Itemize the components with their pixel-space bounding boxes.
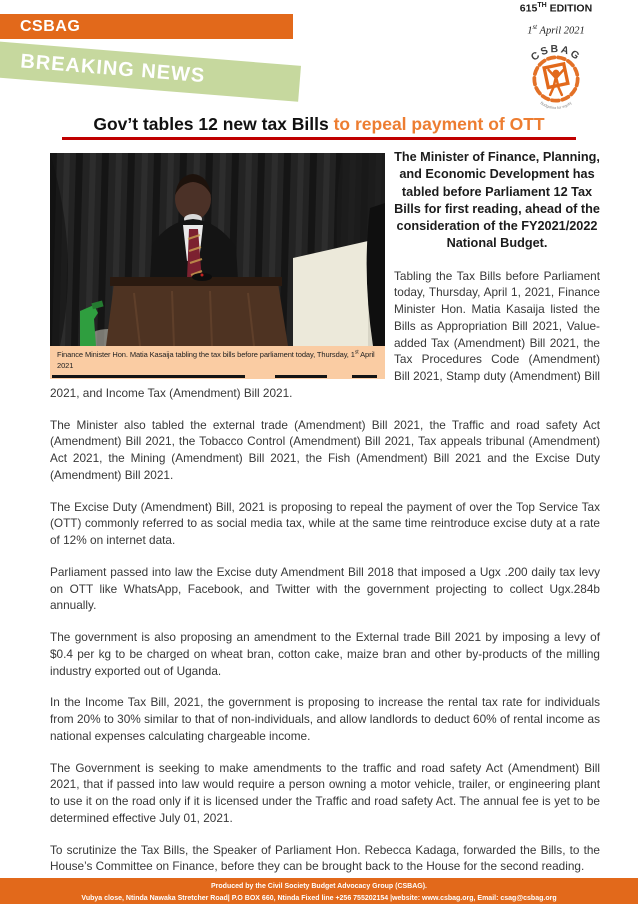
csbag-logo-icon: [513, 39, 599, 109]
date-ordinal: st: [532, 22, 538, 31]
minister-photo-block: [50, 153, 385, 379]
date-rest: April 2021: [537, 25, 585, 36]
edition-meta: [488, 2, 624, 114]
article-paragraph-4: Parliament passed into law the Excise duty Amendment Bill 2018 that imposed a Ugx .200 daily tax levy on OTT like WhatsApp, Facebook, and Twitter with the government projecting to collect Ugx.284b annually.: [50, 564, 600, 613]
csbag-logo: [488, 39, 624, 114]
article-paragraph-5: The government is also proposing an amendment to the External trade Bill 2021 by imposing a levy of $0.4 per kg to be charged on wheat bran, cotton cake, maize bran and other by-products of the milling industry exported out of Uganda.: [50, 630, 600, 678]
edition-num-text: 615: [519, 2, 538, 15]
edition-number: [488, 2, 624, 15]
minister-photo: [50, 153, 385, 346]
footer-produced-by: Produced by the Civil Society Budget Advocacy Group (CSBAG).: [211, 883, 427, 890]
page-footer: [0, 878, 638, 904]
caption-ordinal: st: [354, 349, 359, 356]
issue-date: [488, 23, 624, 37]
breaking-news-banner: [0, 41, 301, 102]
brand-banner: [0, 14, 293, 39]
article-headline: [0, 114, 638, 135]
article-paragraph-3: The Excise Duty (Amendment) Bill, 2021 is proposing to repeal the payment of over the Top Service Tax (OTT) commonly referred to as social media tax, while at the same time reintroduce excise duty at a rate of 12% on internet data.: [50, 499, 600, 548]
headline-lead: Gov’t tables 12 new tax Bills: [93, 114, 334, 134]
article-paragraph-8: To scrutinize the Tax Bills, the Speaker of Parliament Hon. Rebecca Kadaga, forwarded the Bills, to the House’s Committee on Finance, before they can be brought back to the House for the second reading.: [50, 842, 600, 874]
headline-accent: to repeal payment of OTT: [333, 114, 545, 134]
edition-word: EDITION: [546, 2, 593, 15]
brand-name: CSBAG: [20, 17, 81, 35]
article-intro: The Minister of Finance, Planning, and Economic Development has tabled before Parliament 12 Tax Bills for first reading, ahead of the consideration of the FY2021/2022 National Budget.: [394, 150, 600, 251]
edition-ordinal: TH: [537, 2, 547, 9]
article-paragraph-2: The Minister also tabled the external trade (Amendment) Bill 2021, the Traffic and road safety Act (Amendment) Bill 2021, the Tobacco Control (Amendment) Bill 2021, Tax appeals tribunal (Amendment) Act 2021, the Mining (Amendment) Bill 2021, the Fish (Amendment) Bill 2021 and the Excise Duty (Amendment) Bill 2021.: [50, 417, 600, 482]
redacted-segment: [352, 375, 377, 378]
article-paragraph-1: Tabling the Tax Bills before Parliament today, Thursday, April 1, 2021, Finance Minister Hon. Matia Kasaija listed the Bills as Appropriation Bill 2021, Value-added Tax (Amendment) Bill 2021, the Tax Procedures Code (Amendment) Bill 2021, Stamp duty (Amendment) Bill 2021, and Income Tax (Amendment) Bill 2021.: [50, 268, 600, 400]
svg-text:Budgeting for equity: Budgeting for equity: [539, 100, 573, 109]
photo-caption: [50, 346, 385, 373]
caption-main: Finance Minister Hon. Matia Kasaija tabling the tax bills before parliament today, Thursday, 1: [57, 350, 355, 359]
redacted-segment: [52, 375, 245, 378]
article-paragraph-6: In the Income Tax Bill, 2021, the government is proposing to increase the rental tax rate for individuals from 20% to 30% similar to that of non-individuals, and allow landlords to deduct 60% of rental income as national expenses calculating chargeable income.: [50, 695, 600, 743]
article-body: [0, 140, 638, 875]
redacted-line: [50, 373, 385, 379]
date-day: 1: [527, 25, 533, 36]
footer-contact-info: Vubya close, Ntinda Nawaka Stretcher Road| P.O BOX 660, Ntinda Fixed line +256 755202154 |website: www.csbag.org, Email: csag@csbag.org: [81, 894, 557, 902]
breaking-news-label: BREAKING NEWS: [19, 49, 207, 87]
article-paragraph-7: The Government is seeking to make amendments to the traffic and road safety Act (Amendment) Bill 2021, that if passed into law would require a person owning a motor vehicle, trailer, or engineering plant to use it on the road only if it is licensed under the Traffic and road safety Act. The annual fee is yet to be determined effective July 01, 2021.: [50, 760, 600, 825]
redacted-segment: [275, 375, 327, 378]
svg-text:CSBAG: CSBAG: [529, 44, 583, 64]
caption-rest: April 2021: [57, 350, 375, 371]
page-header: [0, 0, 638, 110]
